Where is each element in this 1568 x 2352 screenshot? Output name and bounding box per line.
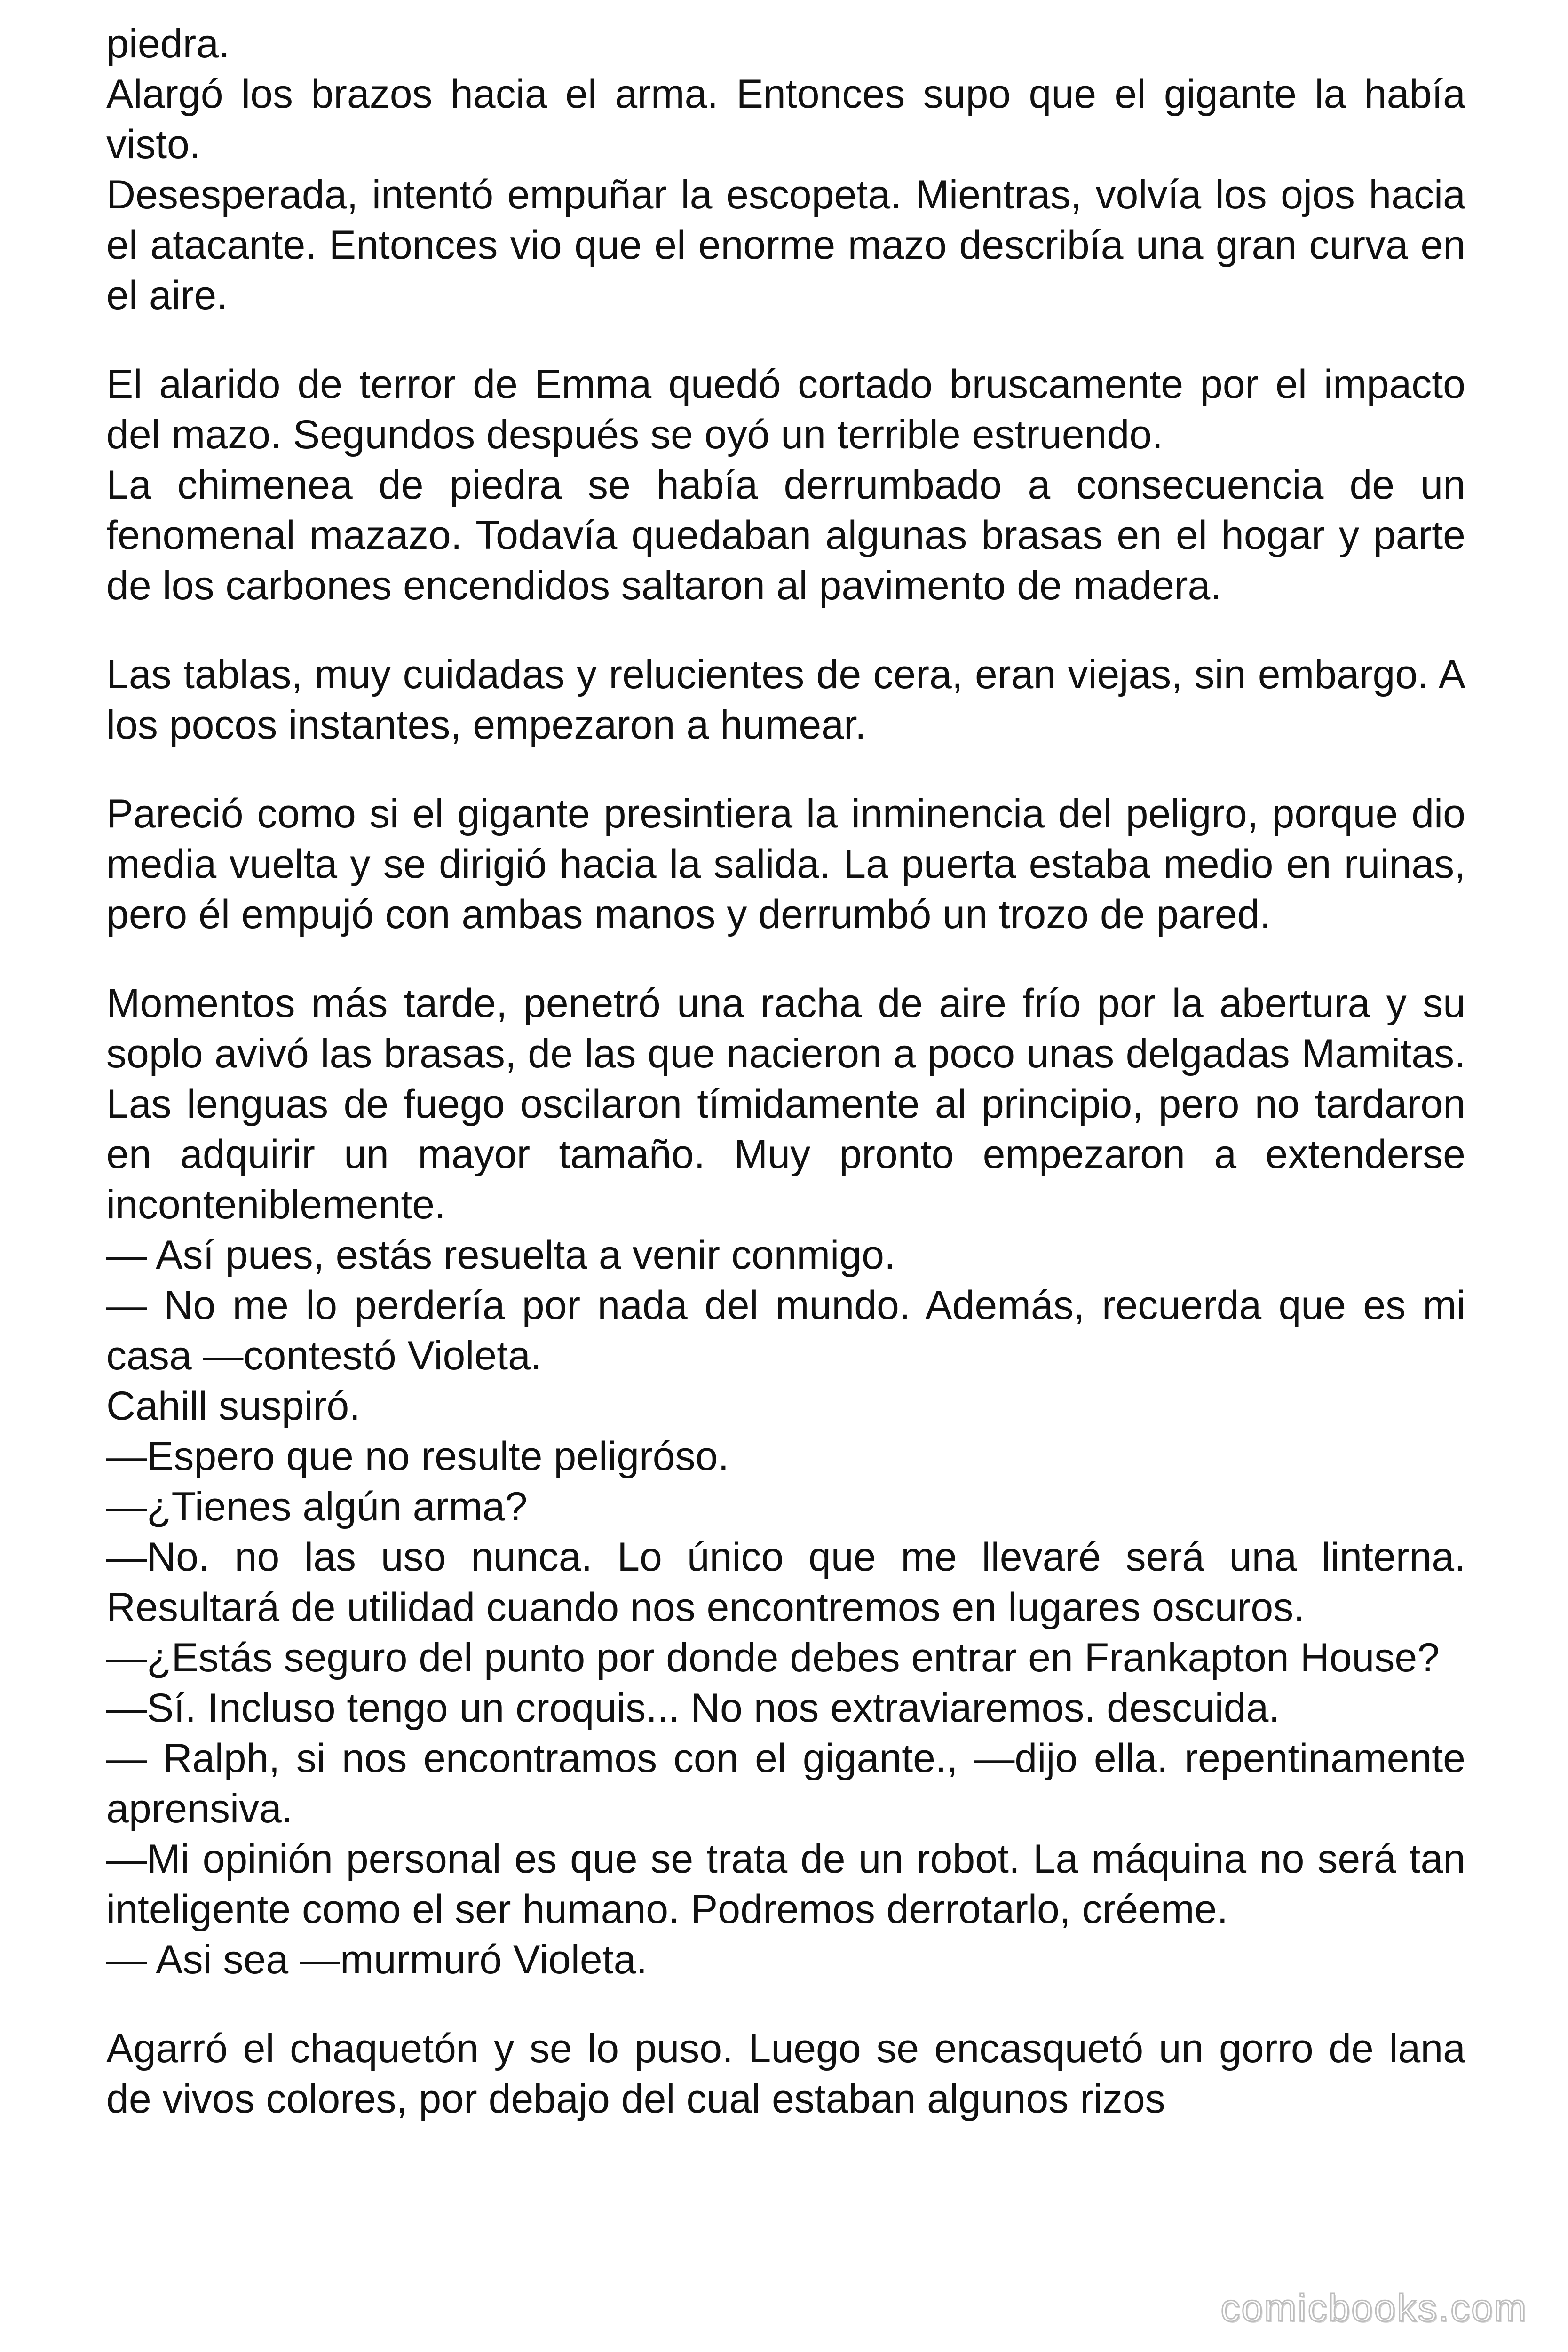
dialogue-line: —Sí. Incluso tengo un croquis... No nos extraviaremos. descuida. — [106, 1685, 1280, 1731]
dialogue-line: — No me lo perdería por nada del mundo. Además, recuerda que es mi casa —contestó Violeta. — [106, 1283, 1465, 1378]
paragraph: La chimenea de piedra se había derrumbado a consecuencia de un fenomenal mazazo. Todavía quedaban algunas brasas en el hogar y parte de los carbones encendidos saltaron al pavimento de madera. — [106, 462, 1465, 608]
dialogue-line: — Asi sea —murmuró Violeta. — [106, 1937, 648, 1982]
dialogue-line: — Ralph, si nos encontramos con el gigante., —dijo ella. repentinamente aprensiva. — [106, 1736, 1465, 1831]
watermark: comicbooks.com — [1220, 2287, 1528, 2329]
dialogue-line: — Así pues, estás resuelta a venir conmigo. — [106, 1232, 895, 1278]
paragraph: Alargó los brazos hacia el arma. Entonces supo que el gigante la había visto. — [106, 72, 1465, 167]
page-body — [106, 19, 1465, 2124]
paragraph: Cahill suspiró. — [106, 1383, 361, 1429]
dialogue-line: —¿Tienes algún arma? — [106, 1484, 528, 1529]
paragraph: Las tablas, muy cuidadas y relucientes de cera, eran viejas, sin embargo. A los pocos instantes, empezaron a humear. — [106, 652, 1465, 747]
paragraph: Agarró el chaquetón y se lo puso. Luego se encasquetó un gorro de lana de vivos colores, por debajo del cual estaban algunos rizos — [106, 2026, 1465, 2122]
paragraph: Desesperada, intentó empuñar la escopeta. Mientras, volvía los ojos hacia el atacante. Entonces vio que el enorme mazo describía una gran curva en el aire. — [106, 172, 1465, 318]
dialogue-line: —Espero que no resulte peligróso. — [106, 1434, 729, 1479]
paragraph: El alarido de terror de Emma quedó cortado bruscamente por el impacto del mazo. Segundos después se oyó un terrible estruendo. — [106, 362, 1465, 457]
dialogue-line: —No. no las uso nunca. Lo único que me llevaré será una linterna. Resultará de utilidad cuando nos encontremos en lugares oscuros. — [106, 1534, 1465, 1630]
paragraph: piedra. — [106, 21, 230, 66]
dialogue-line: —¿Estás seguro del punto por donde debes entrar en Frankapton House? — [106, 1635, 1440, 1680]
paragraph: Pareció como si el gigante presintiera la inminencia del peligro, porque dio media vuelta y se dirigió hacia la salida. La puerta estaba medio en ruinas, pero él empujó con ambas manos y derrumbó un trozo de pared. — [106, 791, 1465, 937]
paragraph: Momentos más tarde, penetró una racha de aire frío por la abertura y su soplo avivó las brasas, de las que nacieron a poco unas delgadas Mamitas. Las lenguas de fuego oscilaron tímidamente al principio, pero no tardaron en adquirir un mayor tamaño. Muy pronto empezaron a extenderse inconteniblemente. — [106, 981, 1465, 1227]
dialogue-line: —Mi opinión personal es que se trata de un robot. La máquina no será tan inteligente como el ser humano. Podremos derrotarlo, créeme. — [106, 1836, 1465, 1932]
